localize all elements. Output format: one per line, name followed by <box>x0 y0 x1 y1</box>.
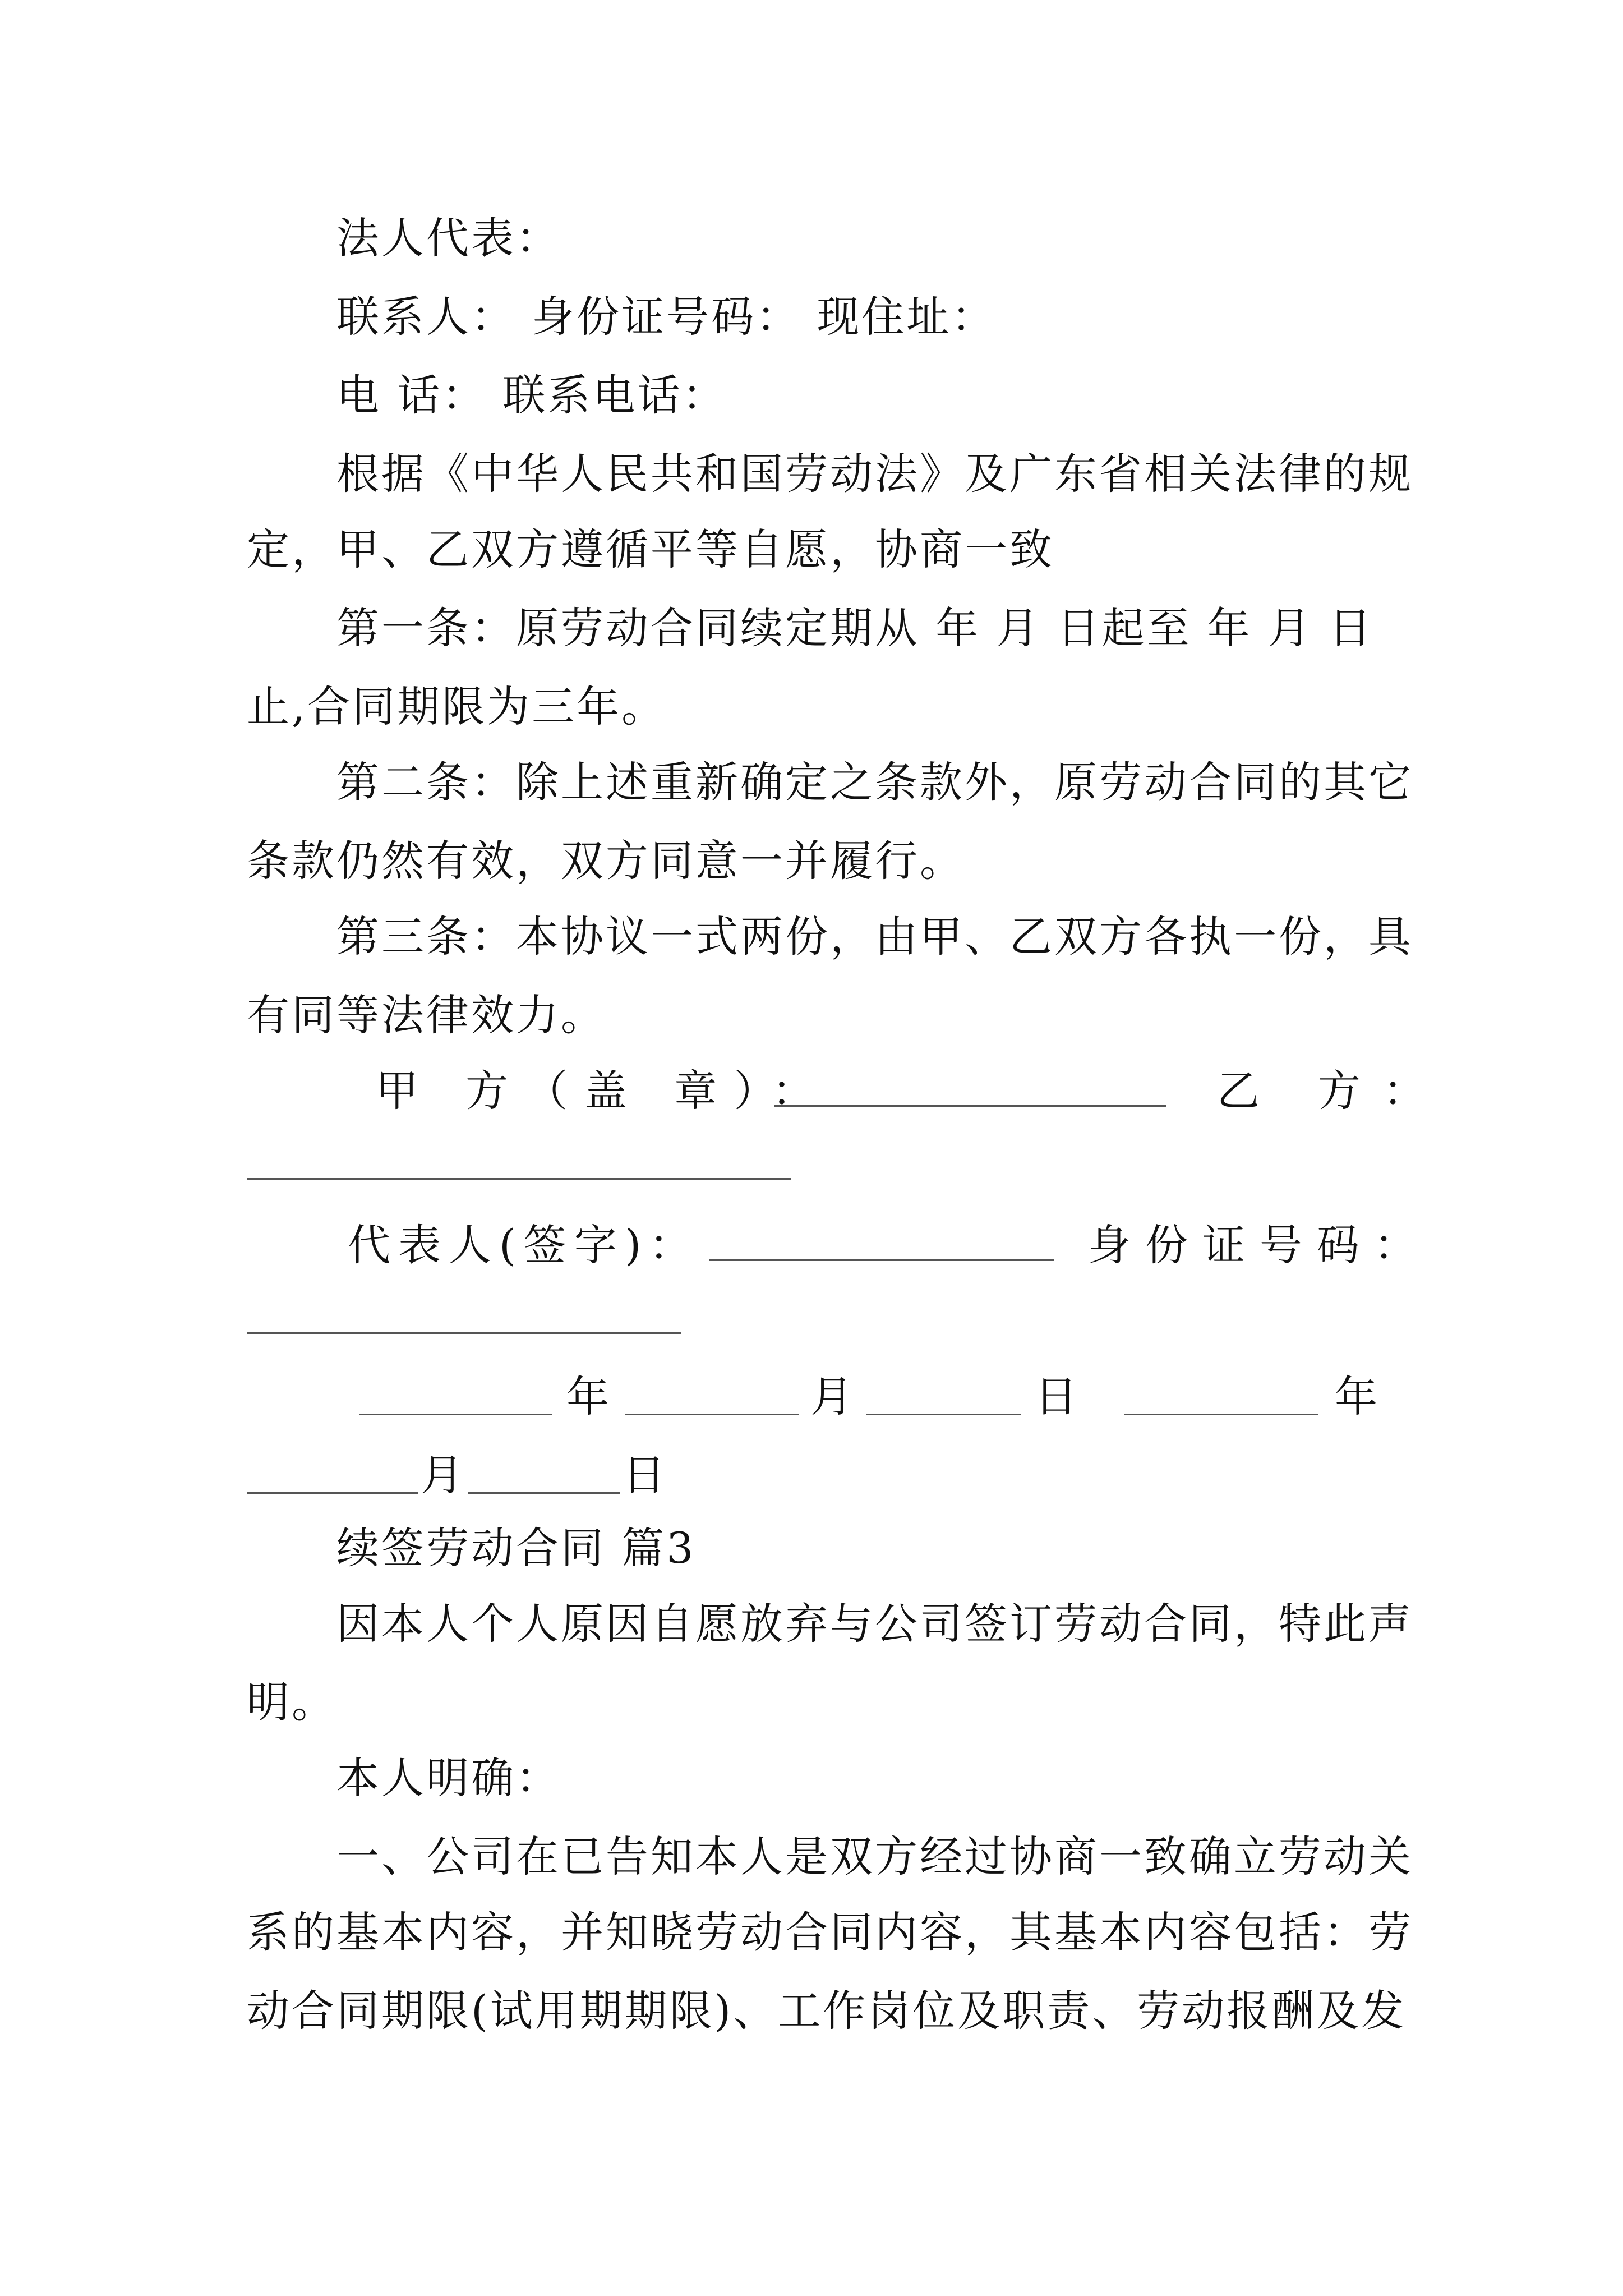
item-1-line-2: 系的基本内容，并知晓劳动合同内容，其基本内容包括：劳 <box>247 1907 1413 1957</box>
legal-rep-label: 法人代表： <box>336 213 561 263</box>
party-a-year-blank <box>359 1414 552 1415</box>
party-b-blank <box>247 1178 791 1180</box>
party-a-month-blank <box>625 1414 799 1415</box>
party-b-day-blank <box>468 1492 620 1494</box>
party-a-seal-blank <box>774 1105 1166 1107</box>
article-2-line-1: 第二条：除上述重新确定之条款外，原劳动合同的其它 <box>336 757 1413 807</box>
party-a-day-label: 日 <box>1035 1372 1077 1421</box>
representative-sign-blank <box>709 1259 1054 1261</box>
declaration-line-2: 明。 <box>247 1677 336 1727</box>
party-b-month-blank <box>247 1492 418 1494</box>
party-a-month-label: 月 <box>810 1372 853 1421</box>
clarification-label: 本人明确： <box>336 1753 561 1803</box>
article-2-line-2: 条款仍然有效，双方同意一并履行。 <box>247 836 965 886</box>
id-number-label: 身份证号码： <box>1088 1220 1431 1270</box>
phone-line: 电 话： 联系电话： <box>336 370 727 420</box>
contact-line: 联系人： 身份证号码： 现住址： <box>336 292 997 342</box>
article-1-line-2: 止,合同期限为三年。 <box>247 682 667 731</box>
party-a-day-blank <box>866 1414 1021 1415</box>
intro-paragraph-line-2: 定，甲、乙双方遵循平等自愿，协商一致 <box>247 524 1054 574</box>
id-number-blank <box>247 1332 681 1334</box>
section-title: 续签劳动合同 篇3 <box>336 1523 696 1573</box>
article-3-line-2: 有同等法律效力。 <box>247 990 606 1040</box>
item-1-line-1: 一、公司在已告知本人是双方经过协商一致确立劳动关 <box>336 1832 1413 1881</box>
party-b-year-blank <box>1124 1414 1318 1415</box>
party-b-label: 乙 方： <box>1217 1066 1449 1116</box>
party-a-year-label: 年 <box>566 1372 609 1421</box>
declaration-line-1: 因本人个人原因自愿放弃与公司签订劳动合同，特此声 <box>336 1599 1413 1649</box>
article-3-line-1: 第三条：本协议一式两份，由甲、乙双方各执一份，具 <box>336 912 1413 961</box>
representative-sign-label: 代表人(签字)： <box>348 1220 700 1270</box>
party-a-seal-label: 甲 方（盖 章）： <box>376 1066 832 1116</box>
party-b-day-label: 日 <box>623 1450 665 1500</box>
intro-paragraph-line-1: 根据《中华人民共和国劳动法》及广东省相关法律的规 <box>336 449 1413 499</box>
party-b-year-label: 年 <box>1335 1372 1377 1421</box>
party-b-month-label: 月 <box>421 1450 463 1500</box>
item-1-line-3: 动合同期限(试用期期限)、工作岗位及职责、劳动报酬及发 <box>247 1986 1407 2036</box>
article-1-line-1: 第一条：原劳动合同续定期从 年 月 日起至 年 月 日 <box>336 603 1373 653</box>
